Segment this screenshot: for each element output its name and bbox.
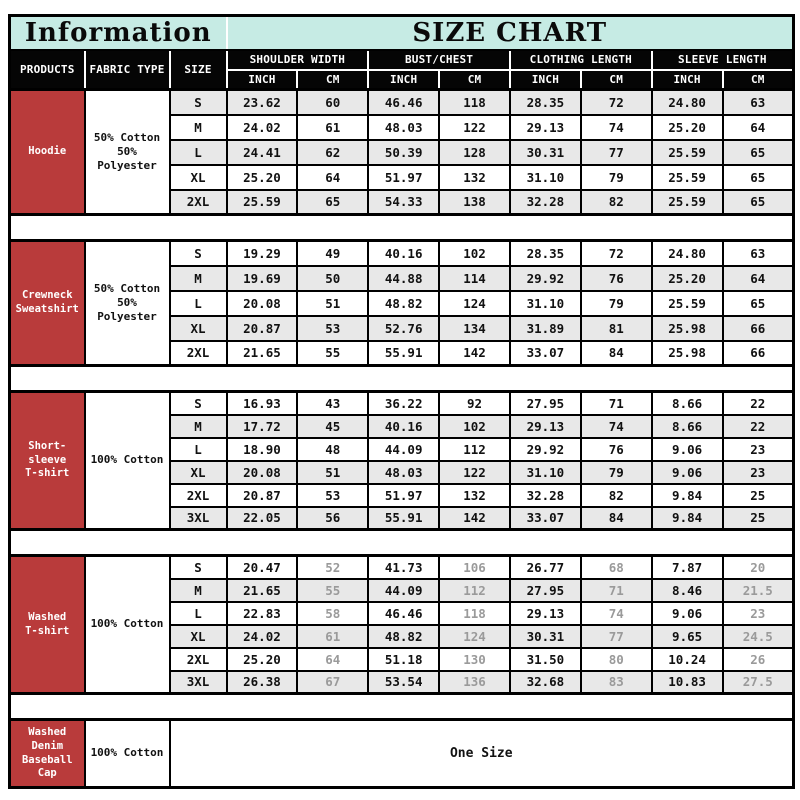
measurement-cell: 112 xyxy=(439,438,510,461)
measurement-cell: 53 xyxy=(297,316,368,341)
measurement-cell: 31.50 xyxy=(510,648,581,671)
measurement-cell: 9.84 xyxy=(652,507,723,530)
fabric-cell xyxy=(85,241,170,366)
measurement-cell: 58 xyxy=(297,602,368,625)
text-line: 100% Cotton xyxy=(90,746,164,760)
measurement-cell: 33.07 xyxy=(510,507,581,530)
bust-chest-group-header: BUST/CHEST xyxy=(368,50,510,70)
measurement-cell: 64 xyxy=(723,115,794,140)
measurement-cell: 32.28 xyxy=(510,484,581,507)
measurement-cell: 46.46 xyxy=(368,90,439,115)
measurement-cell: 48.82 xyxy=(368,291,439,316)
measurement-cell: 31.10 xyxy=(510,461,581,484)
measurement-cell: 51.18 xyxy=(368,648,439,671)
shoulder-width-group-header: SHOULDER WIDTH xyxy=(227,50,369,70)
measurement-cell: 9.06 xyxy=(652,602,723,625)
size-row xyxy=(10,392,794,415)
measurement-cell: 23.62 xyxy=(227,90,298,115)
measurement-cell: 10.24 xyxy=(652,648,723,671)
measurement-cell: 114 xyxy=(439,266,510,291)
measurement-cell: 77 xyxy=(581,140,652,165)
measurement-cell: 128 xyxy=(439,140,510,165)
measurement-cell: 31.89 xyxy=(510,316,581,341)
measurement-cell: 74 xyxy=(581,602,652,625)
section-gap-row xyxy=(10,694,794,720)
measurement-cell: 65 xyxy=(723,140,794,165)
product-cell xyxy=(10,241,85,366)
measurement-cell: 32.68 xyxy=(510,671,581,694)
measurement-cell: 29.13 xyxy=(510,602,581,625)
product-cell xyxy=(10,720,85,788)
measurement-cell: 122 xyxy=(439,115,510,140)
size-cell: S xyxy=(170,392,227,415)
measurement-cell: 112 xyxy=(439,579,510,602)
measurement-cell: 29.13 xyxy=(510,415,581,438)
measurement-cell: 29.92 xyxy=(510,266,581,291)
measurement-cell: 118 xyxy=(439,90,510,115)
measurement-cell: 44.88 xyxy=(368,266,439,291)
measurement-cell: 20.87 xyxy=(227,316,298,341)
measurement-cell: 132 xyxy=(439,165,510,190)
measurement-cell: 51 xyxy=(297,291,368,316)
measurement-cell: 77 xyxy=(581,625,652,648)
measurement-cell: 106 xyxy=(439,556,510,579)
size-cell: L xyxy=(170,602,227,625)
measurement-cell: 20.08 xyxy=(227,461,298,484)
measurement-cell: 20.47 xyxy=(227,556,298,579)
section-gap-cell xyxy=(10,215,794,241)
measurement-cell: 79 xyxy=(581,165,652,190)
measurement-cell: 65 xyxy=(723,291,794,316)
measurement-cell: 132 xyxy=(439,484,510,507)
measurement-cell: 30.31 xyxy=(510,140,581,165)
measurement-cell: 71 xyxy=(581,392,652,415)
size-cell: XL xyxy=(170,316,227,341)
size-cell: L xyxy=(170,140,227,165)
title-row xyxy=(10,16,794,50)
measurement-cell: 25.59 xyxy=(652,140,723,165)
measurement-cell: 26.77 xyxy=(510,556,581,579)
measurement-cell: 65 xyxy=(723,165,794,190)
text-line: Hoodie xyxy=(28,145,67,158)
measurement-cell: 142 xyxy=(439,341,510,366)
measurement-cell: 25.20 xyxy=(227,165,298,190)
text-line: Washed xyxy=(28,610,67,623)
measurement-cell: 130 xyxy=(439,648,510,671)
size-chart-body xyxy=(10,90,794,788)
size-cell: L xyxy=(170,291,227,316)
measurement-cell: 63 xyxy=(723,241,794,266)
measurement-cell: 16.93 xyxy=(227,392,298,415)
size-cell: 3XL xyxy=(170,507,227,530)
measurement-cell: 31.10 xyxy=(510,165,581,190)
measurement-cell: 53 xyxy=(297,484,368,507)
section-gap-row xyxy=(10,530,794,556)
product-cell xyxy=(10,556,85,694)
measurement-cell: 63 xyxy=(723,90,794,115)
measurement-cell: 61 xyxy=(297,625,368,648)
measurement-cell: 18.90 xyxy=(227,438,298,461)
size-cell: M xyxy=(170,266,227,291)
column-header-row xyxy=(10,50,794,70)
measurement-cell: 124 xyxy=(439,625,510,648)
text-line: 50% Polyester xyxy=(97,295,157,324)
size-cell: L xyxy=(170,438,227,461)
measurement-cell: 9.06 xyxy=(652,438,723,461)
measurement-cell: 29.92 xyxy=(510,438,581,461)
text-line: Baseball Cap xyxy=(21,753,73,780)
fabric-cell xyxy=(85,556,170,694)
measurement-cell: 44.09 xyxy=(368,579,439,602)
measurement-cell: 24.80 xyxy=(652,90,723,115)
measurement-cell: 9.84 xyxy=(652,484,723,507)
measurement-cell: 27.5 xyxy=(723,671,794,694)
product-cell xyxy=(10,90,85,215)
measurement-cell: 48.82 xyxy=(368,625,439,648)
measurement-cell: 25 xyxy=(723,484,794,507)
measurement-cell: 49 xyxy=(297,241,368,266)
size-cell: 2XL xyxy=(170,484,227,507)
measurement-cell: 134 xyxy=(439,316,510,341)
bust-inch-header: INCH xyxy=(368,70,439,90)
measurement-cell: 9.06 xyxy=(652,461,723,484)
text-line: T-shirt xyxy=(25,624,70,637)
measurement-cell: 22 xyxy=(723,392,794,415)
measurement-cell: 51.97 xyxy=(368,165,439,190)
size-cell: 2XL xyxy=(170,648,227,671)
measurement-cell: 26.38 xyxy=(227,671,298,694)
measurement-cell: 118 xyxy=(439,602,510,625)
text-line: T-shirt xyxy=(25,467,70,480)
measurement-cell: 72 xyxy=(581,241,652,266)
products-column-header: PRODUCTS xyxy=(10,50,85,90)
measurement-cell: 41.73 xyxy=(368,556,439,579)
measurement-cell: 36.22 xyxy=(368,392,439,415)
measurement-cell: 20 xyxy=(723,556,794,579)
text-line: 50% Cotton xyxy=(93,281,161,295)
measurement-cell: 31.10 xyxy=(510,291,581,316)
size-cell: S xyxy=(170,556,227,579)
measurement-cell: 24.02 xyxy=(227,625,298,648)
cap-row xyxy=(10,720,794,788)
measurement-cell: 66 xyxy=(723,341,794,366)
measurement-cell: 22.05 xyxy=(227,507,298,530)
fabric-cell xyxy=(85,720,170,788)
text-line: 50% Polyester xyxy=(97,144,157,173)
section-gap-cell xyxy=(10,694,794,720)
measurement-cell: 102 xyxy=(439,241,510,266)
measurement-cell: 136 xyxy=(439,671,510,694)
measurement-cell: 61 xyxy=(297,115,368,140)
measurement-cell: 65 xyxy=(723,190,794,215)
text-line: 100% Cotton xyxy=(90,453,164,467)
measurement-cell: 55.91 xyxy=(368,341,439,366)
measurement-cell: 27.95 xyxy=(510,392,581,415)
measurement-cell: 55 xyxy=(297,579,368,602)
measurement-cell: 51 xyxy=(297,461,368,484)
fabric-type-column-header: FABRIC TYPE xyxy=(85,50,170,90)
measurement-cell: 102 xyxy=(439,415,510,438)
clothing-inch-header: INCH xyxy=(510,70,581,90)
size-cell: 2XL xyxy=(170,341,227,366)
text-line: Short-sleeve xyxy=(28,440,67,466)
measurement-cell: 24.80 xyxy=(652,241,723,266)
sleeve-inch-header: INCH xyxy=(652,70,723,90)
measurement-cell: 25.59 xyxy=(652,291,723,316)
measurement-cell: 22.83 xyxy=(227,602,298,625)
measurement-cell: 25.59 xyxy=(652,165,723,190)
measurement-cell: 122 xyxy=(439,461,510,484)
measurement-cell: 67 xyxy=(297,671,368,694)
measurement-cell: 8.46 xyxy=(652,579,723,602)
one-size-cell: One Size xyxy=(170,720,794,788)
measurement-cell: 43 xyxy=(297,392,368,415)
measurement-cell: 20.08 xyxy=(227,291,298,316)
measurement-cell: 54.33 xyxy=(368,190,439,215)
measurement-cell: 74 xyxy=(581,415,652,438)
size-cell: M xyxy=(170,415,227,438)
measurement-cell: 25.59 xyxy=(652,190,723,215)
measurement-cell: 79 xyxy=(581,461,652,484)
size-cell: M xyxy=(170,115,227,140)
measurement-cell: 55.91 xyxy=(368,507,439,530)
section-gap-row xyxy=(10,215,794,241)
fabric-cell xyxy=(85,392,170,530)
text-line: Washed Denim xyxy=(28,726,67,752)
size-row xyxy=(10,241,794,266)
measurement-cell: 48 xyxy=(297,438,368,461)
measurement-cell: 64 xyxy=(723,266,794,291)
measurement-cell: 68 xyxy=(581,556,652,579)
measurement-cell: 8.66 xyxy=(652,392,723,415)
measurement-cell: 33.07 xyxy=(510,341,581,366)
size-cell: XL xyxy=(170,165,227,190)
measurement-cell: 25.59 xyxy=(227,190,298,215)
measurement-cell: 56 xyxy=(297,507,368,530)
measurement-cell: 17.72 xyxy=(227,415,298,438)
text-line: 100% Cotton xyxy=(90,617,164,631)
measurement-cell: 25.98 xyxy=(652,341,723,366)
measurement-cell: 19.29 xyxy=(227,241,298,266)
measurement-cell: 83 xyxy=(581,671,652,694)
measurement-cell: 71 xyxy=(581,579,652,602)
measurement-cell: 23 xyxy=(723,438,794,461)
measurement-cell: 25 xyxy=(723,507,794,530)
measurement-cell: 124 xyxy=(439,291,510,316)
measurement-cell: 138 xyxy=(439,190,510,215)
measurement-cell: 92 xyxy=(439,392,510,415)
size-cell: S xyxy=(170,90,227,115)
size-chart-header: SIZE CHART xyxy=(227,16,794,50)
measurement-cell: 142 xyxy=(439,507,510,530)
measurement-cell: 48.03 xyxy=(368,461,439,484)
text-line: 50% Cotton xyxy=(93,130,161,144)
measurement-cell: 40.16 xyxy=(368,241,439,266)
measurement-cell: 51.97 xyxy=(368,484,439,507)
measurement-cell: 64 xyxy=(297,648,368,671)
measurement-cell: 53.54 xyxy=(368,671,439,694)
measurement-cell: 22 xyxy=(723,415,794,438)
measurement-cell: 32.28 xyxy=(510,190,581,215)
measurement-cell: 72 xyxy=(581,90,652,115)
measurement-cell: 82 xyxy=(581,190,652,215)
size-row xyxy=(10,90,794,115)
measurement-cell: 7.87 xyxy=(652,556,723,579)
shoulder-cm-header: CM xyxy=(297,70,368,90)
measurement-cell: 24.41 xyxy=(227,140,298,165)
text-line: Crewneck xyxy=(21,289,73,302)
measurement-cell: 24.02 xyxy=(227,115,298,140)
measurement-cell: 62 xyxy=(297,140,368,165)
measurement-cell: 44.09 xyxy=(368,438,439,461)
measurement-cell: 26 xyxy=(723,648,794,671)
measurement-cell: 21.5 xyxy=(723,579,794,602)
measurement-cell: 50 xyxy=(297,266,368,291)
measurement-cell: 23 xyxy=(723,461,794,484)
measurement-cell: 55 xyxy=(297,341,368,366)
measurement-cell: 80 xyxy=(581,648,652,671)
measurement-cell: 48.03 xyxy=(368,115,439,140)
measurement-cell: 76 xyxy=(581,438,652,461)
measurement-cell: 8.66 xyxy=(652,415,723,438)
measurement-cell: 60 xyxy=(297,90,368,115)
bust-cm-header: CM xyxy=(439,70,510,90)
measurement-cell: 28.35 xyxy=(510,90,581,115)
measurement-cell: 52 xyxy=(297,556,368,579)
measurement-cell: 84 xyxy=(581,341,652,366)
size-cell: 3XL xyxy=(170,671,227,694)
size-cell: S xyxy=(170,241,227,266)
measurement-cell: 76 xyxy=(581,266,652,291)
measurement-cell: 25.20 xyxy=(652,115,723,140)
section-gap-cell xyxy=(10,366,794,392)
measurement-cell: 23 xyxy=(723,602,794,625)
measurement-cell: 66 xyxy=(723,316,794,341)
shoulder-inch-header: INCH xyxy=(227,70,298,90)
section-gap-row xyxy=(10,366,794,392)
measurement-cell: 25.98 xyxy=(652,316,723,341)
measurement-cell: 50.39 xyxy=(368,140,439,165)
size-cell: XL xyxy=(170,625,227,648)
section-gap-cell xyxy=(10,530,794,556)
measurement-cell: 10.83 xyxy=(652,671,723,694)
measurement-cell: 21.65 xyxy=(227,341,298,366)
measurement-cell: 30.31 xyxy=(510,625,581,648)
measurement-cell: 84 xyxy=(581,507,652,530)
fabric-cell xyxy=(85,90,170,215)
measurement-cell: 9.65 xyxy=(652,625,723,648)
text-line: Sweatshirt xyxy=(15,303,79,315)
size-cell: XL xyxy=(170,461,227,484)
measurement-cell: 64 xyxy=(297,165,368,190)
clothing-cm-header: CM xyxy=(581,70,652,90)
measurement-cell: 24.5 xyxy=(723,625,794,648)
measurement-cell: 82 xyxy=(581,484,652,507)
sleeve-cm-header: CM xyxy=(723,70,794,90)
measurement-cell: 20.87 xyxy=(227,484,298,507)
information-header: Information xyxy=(10,16,227,50)
measurement-cell: 21.65 xyxy=(227,579,298,602)
measurement-cell: 29.13 xyxy=(510,115,581,140)
measurement-cell: 25.20 xyxy=(652,266,723,291)
measurement-cell: 79 xyxy=(581,291,652,316)
measurement-cell: 27.95 xyxy=(510,579,581,602)
size-row xyxy=(10,556,794,579)
clothing-length-group-header: CLOTHING LENGTH xyxy=(510,50,652,70)
measurement-cell: 25.20 xyxy=(227,648,298,671)
measurement-cell: 52.76 xyxy=(368,316,439,341)
measurement-cell: 81 xyxy=(581,316,652,341)
measurement-cell: 65 xyxy=(297,190,368,215)
size-cell: 2XL xyxy=(170,190,227,215)
measurement-cell: 28.35 xyxy=(510,241,581,266)
size-chart-table xyxy=(8,14,795,789)
measurement-cell: 40.16 xyxy=(368,415,439,438)
size-column-header: SIZE xyxy=(170,50,227,90)
measurement-cell: 19.69 xyxy=(227,266,298,291)
measurement-cell: 45 xyxy=(297,415,368,438)
sleeve-length-group-header: SLEEVE LENGTH xyxy=(652,50,794,70)
measurement-cell: 74 xyxy=(581,115,652,140)
measurement-cell: 46.46 xyxy=(368,602,439,625)
product-cell xyxy=(10,392,85,530)
size-cell: M xyxy=(170,579,227,602)
